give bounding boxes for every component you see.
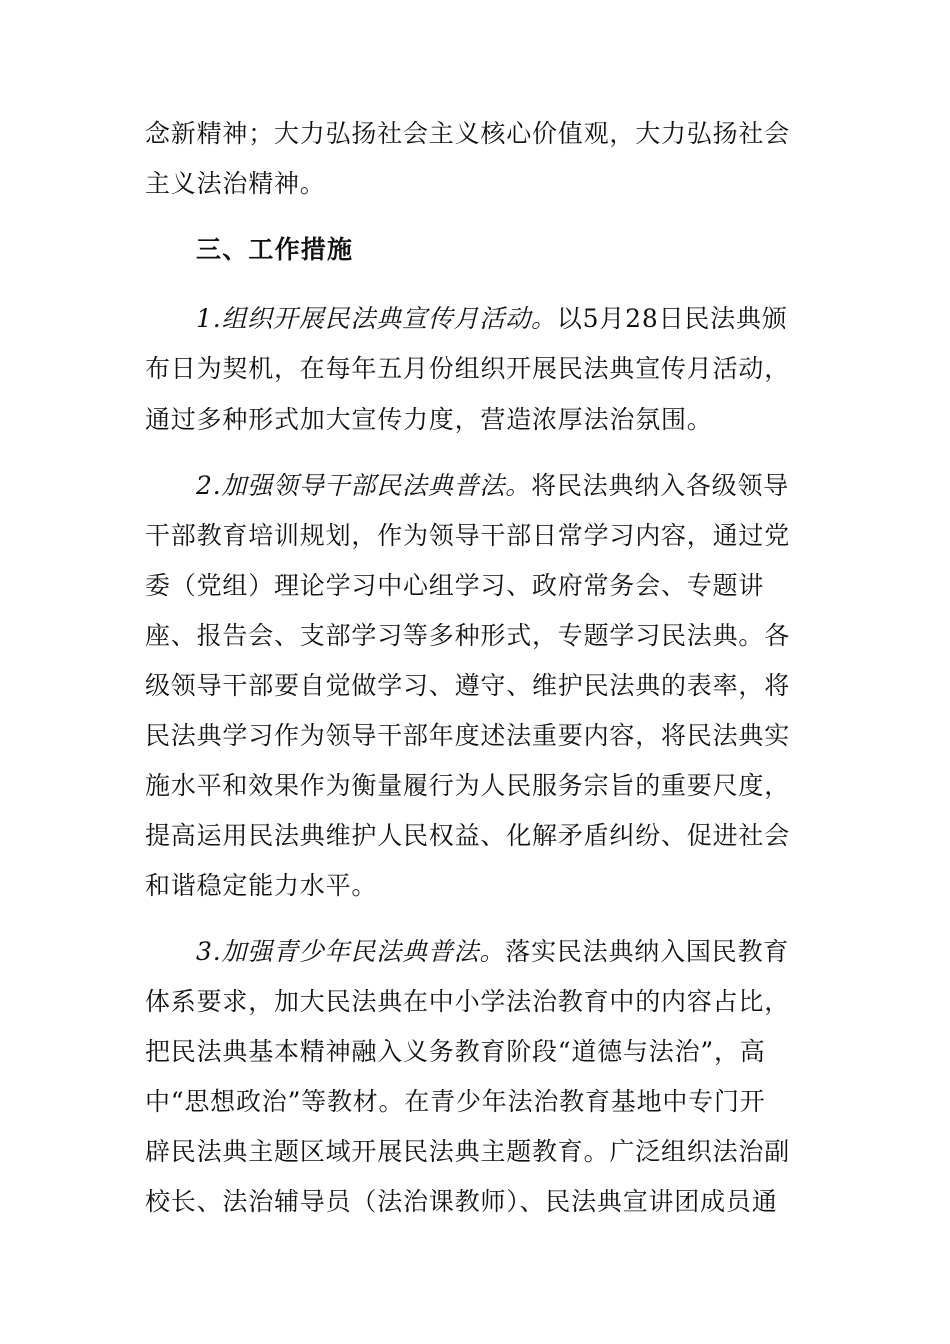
item1-line-1-text: 以5月28日民法典颁	[556, 304, 788, 333]
item3-line-4: 中“思想政治”等教材。在青少年法治教育基地中专门开	[145, 1087, 766, 1116]
item2-line-8: 提高运用民法典维护人民权益、化解矛盾纠纷、促进社会	[145, 821, 791, 850]
item2-line-4: 座、报告会、支部学习等多种形式，专题学习民法典。各	[145, 621, 791, 650]
item2-line-7: 施水平和效果作为衡量履行为人民服务宗旨的重要尺度，	[145, 771, 791, 800]
item2-line-5: 级领导干部要自觉做学习、遵守、维护民法典的表率，将	[145, 671, 791, 700]
intro-line-2: 主义法治精神。	[145, 169, 326, 198]
section-heading: 三、工作措施	[196, 235, 354, 264]
item2-line-3: 委（党组）理论学习中心组学习、政府常务会、专题讲	[145, 571, 765, 600]
item2-title: 2.加强领导干部民法典普法。	[196, 471, 532, 500]
item1-line-1	[196, 303, 788, 335]
item3-line-5: 辟民法典主题区域开展民法典主题教育。广泛组织法治副	[145, 1137, 791, 1166]
item2-line-1	[196, 470, 789, 502]
item1-line-3: 通过多种形式加大宣传力度，营造浓厚法治氛围。	[145, 405, 713, 434]
item2-line-2: 干部教育培训规划，作为领导干部日常学习内容，通过党	[145, 521, 791, 550]
item1-title: 1.组织开展民法典宣传月活动。	[196, 304, 557, 333]
item2-line-1-text: 将民法典纳入各级领导	[531, 471, 790, 500]
item3-line-3: 把民法典基本精神融入义务教育阶段“道德与法治”，高	[145, 1037, 766, 1066]
item1-line-2: 布日为契机，在每年五月份组织开展民法典宣传月活动，	[145, 354, 791, 383]
item3-line-6: 校长、法治辅导员（法治课教师）、民法典宣讲团成员通	[145, 1187, 778, 1216]
item2-line-9: 和谐稳定能力水平。	[145, 871, 378, 900]
item3-line-1	[196, 936, 789, 968]
item3-title: 3.加强青少年民法典普法。	[196, 937, 506, 966]
item2-line-6: 民法典学习作为领导干部年度述法重要内容，将民法典实	[145, 721, 791, 750]
intro-line-1: 念新精神；大力弘扬社会主义核心价值观，大力弘扬社会	[145, 119, 791, 148]
item3-line-1-text: 落实民法典纳入国民教育	[505, 937, 790, 966]
item3-line-2: 体系要求，加大民法典在中小学法治教育中的内容占比，	[145, 987, 791, 1016]
